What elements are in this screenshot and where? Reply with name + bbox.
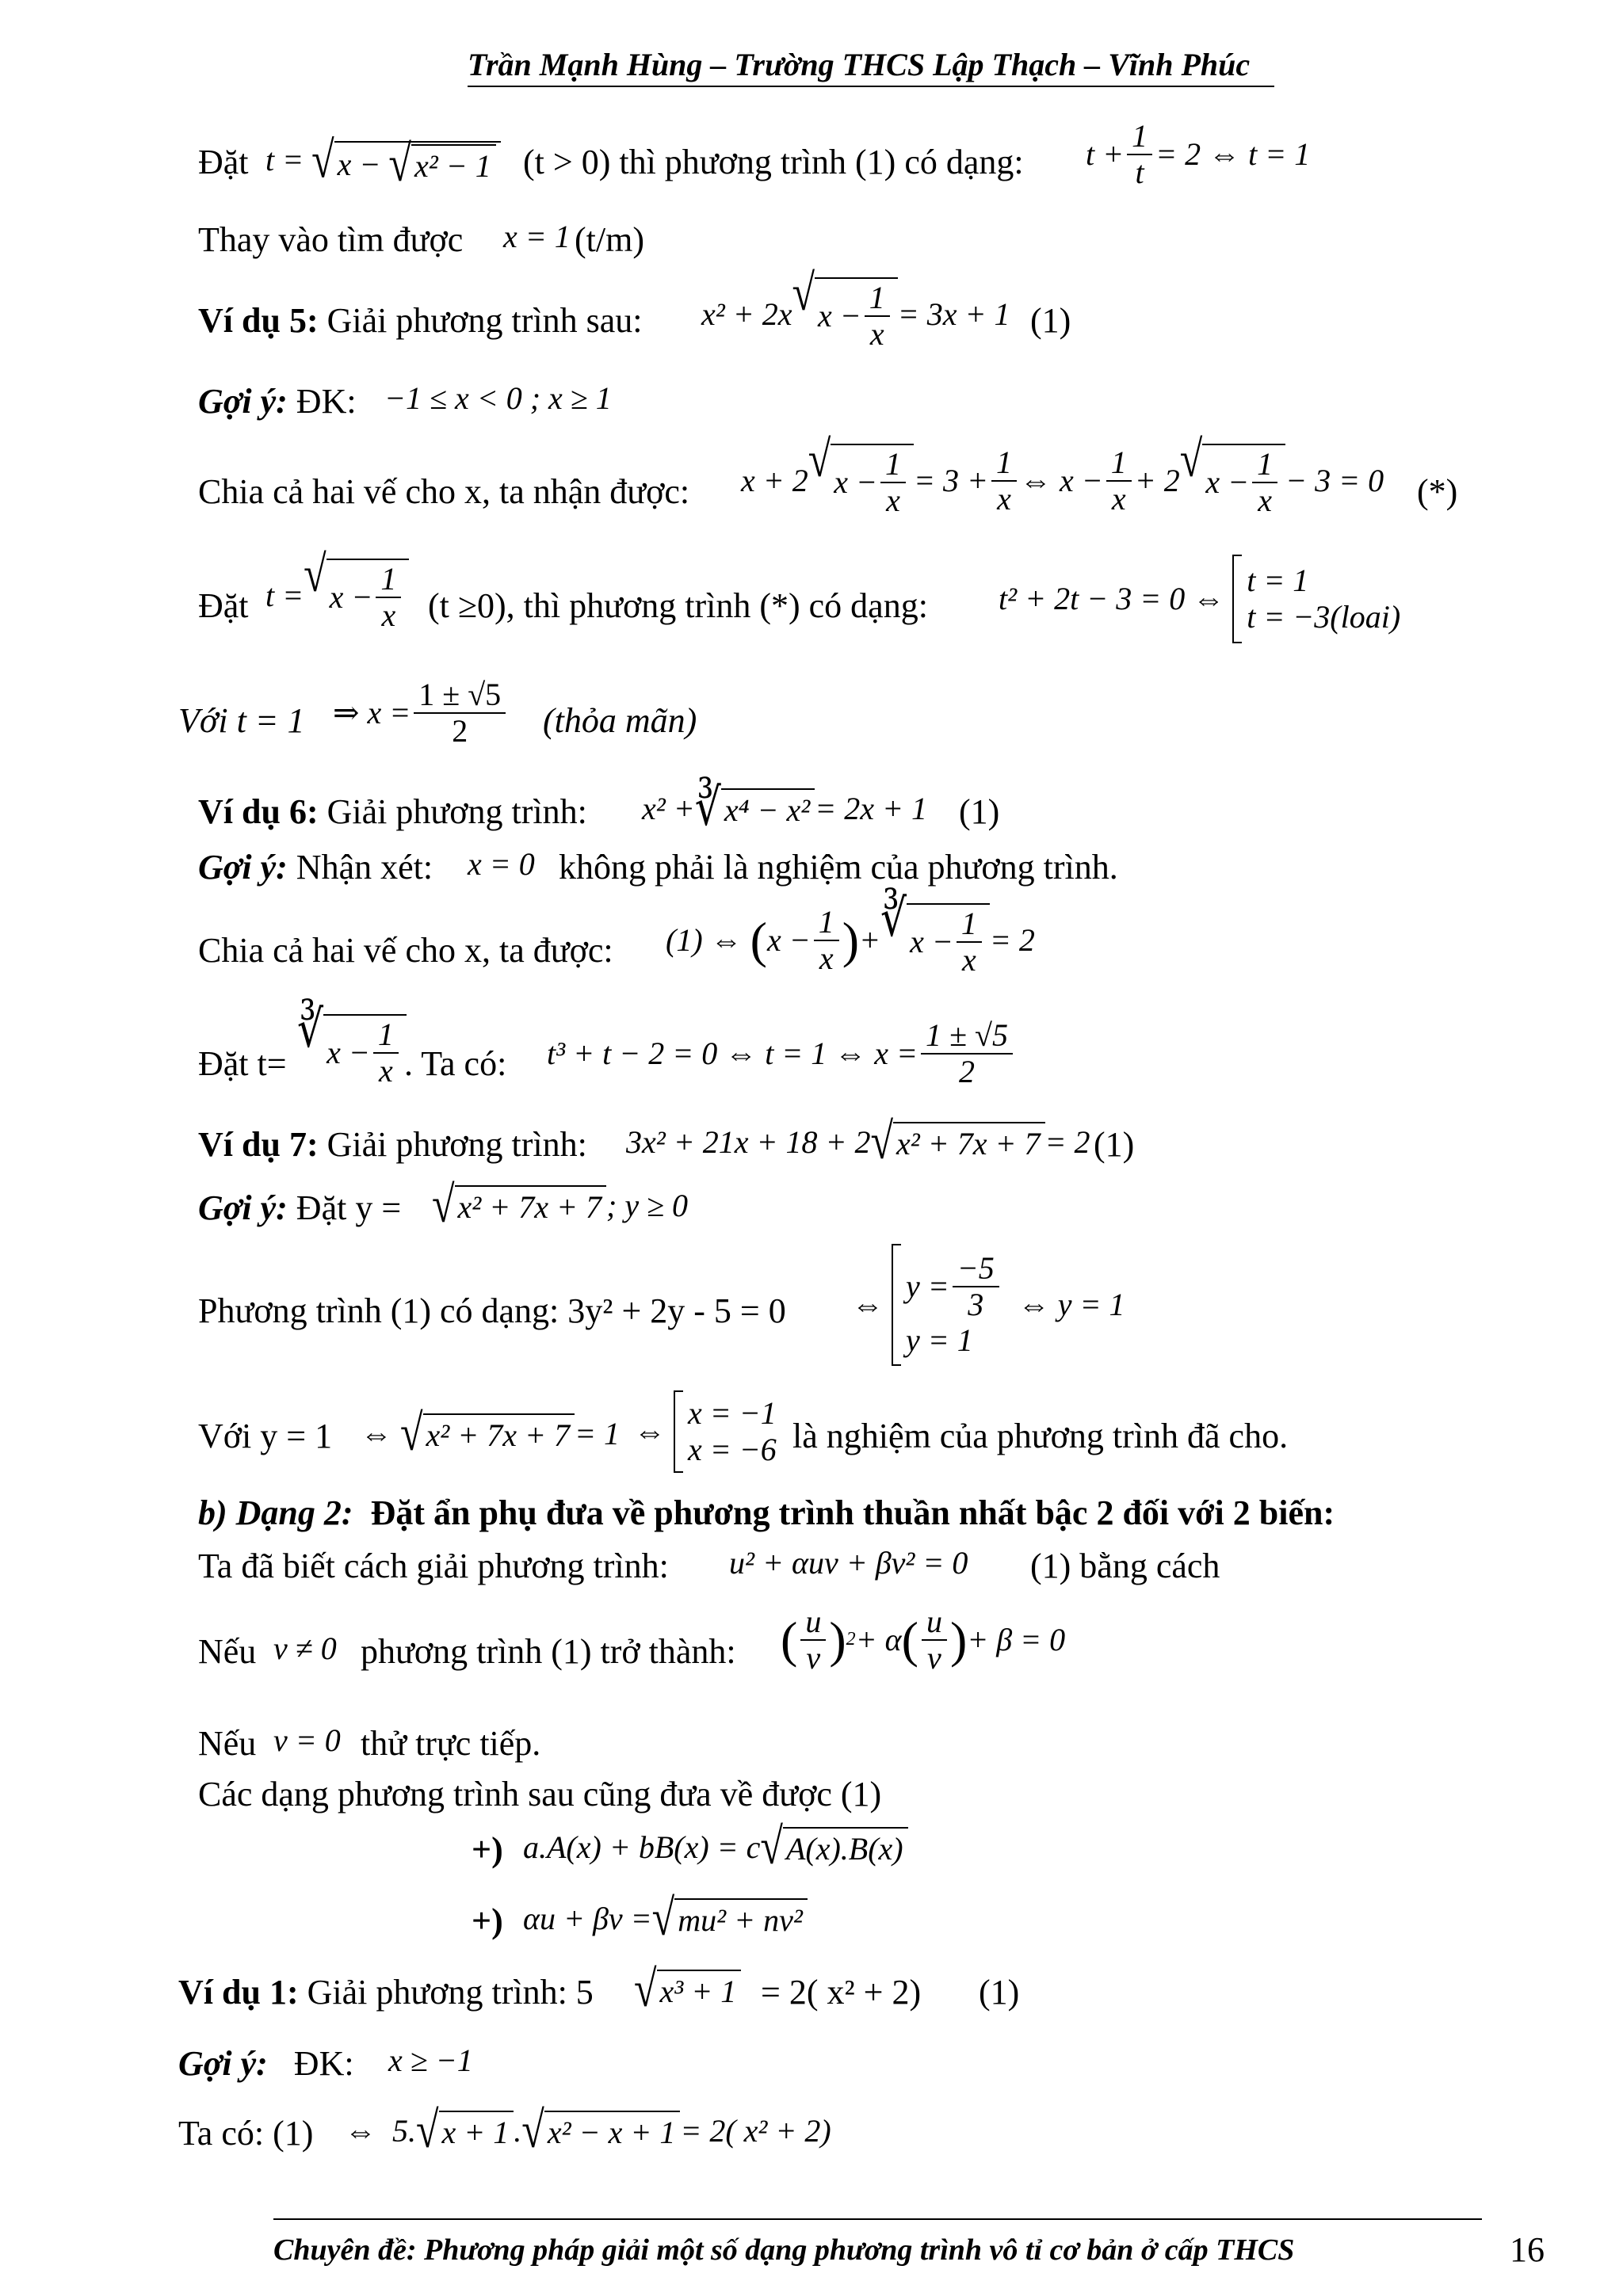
text-line: Ta đã biết cách giải phương trình:	[198, 1547, 669, 1585]
example-heading: Ví dụ 1: Giải phương trình: 5	[178, 1973, 594, 2012]
text-line: (1) bằng cách	[1030, 1547, 1220, 1585]
text-line: không phải là nghiệm của phương trình.	[559, 848, 1118, 887]
math-expression: t = √ x − $\frac{1}{x}$	[265, 559, 409, 633]
text-line: Nếu	[198, 1632, 257, 1671]
math-expression: v ≠ 0	[273, 1630, 337, 1666]
example-heading: Ví dụ 6: Giải phương trình:	[198, 792, 587, 831]
math-expression: (1) ⇔ ( x − $\frac{1}{x}$ ) + ∛ x − $\frac{1}{x}$ = 2	[666, 891, 1035, 978]
text-line: Ta có: (1)	[178, 2114, 314, 2153]
section-heading: b) Dạng 2: Đặt ẩn phụ đưa về phương trình thuần nhất bậc 2 đối với 2 biến:	[198, 1493, 1335, 1532]
math-expression: x + 2 √ x − $\frac{1}{x}$ = 3 + $\frac{1}{x}$ ⇔ x − $\frac{1}{x}$ + 2 √ x − $\frac{1}{x}$ − 3 = 0	[741, 431, 1384, 518]
math-expression: ⇔ y = $\frac{-5}{3}$ y = 1 ⇔ y = 1	[852, 1244, 1125, 1366]
bullet: +)	[472, 1830, 503, 1869]
math-expression: ⇔ √ x² + 7x + 7 = 1	[361, 1405, 621, 1462]
header-rule	[468, 86, 1274, 87]
text-line: Đặt	[198, 586, 249, 625]
text-line: Với y = 1	[198, 1417, 333, 1455]
text-line: (1)	[1030, 301, 1071, 340]
text-line: (t/m)	[575, 220, 644, 259]
text-line: Các dạng phương trình sau cũng đưa về được (1)	[198, 1775, 882, 1814]
math-expression: t + $\frac{1}{t}$ = 2 ⇔ t = 1	[1086, 118, 1311, 190]
math-expression: t² + 2t − 3 = 0 ⇔ t = 1 t = −3(loai)	[999, 555, 1400, 643]
text-line: Đặt	[198, 143, 249, 181]
text-line: (thỏa mãn)	[543, 701, 697, 740]
math-expression: ⇔ 5. √ x + 1 . √ x² − x + 1 = 2( x² + 2)	[345, 2102, 831, 2159]
text-line: . Ta có:	[404, 1044, 507, 1083]
text-line: là nghiệm của phương trình đã cho.	[792, 1417, 1289, 1455]
text-line: Đặt t=	[198, 1044, 287, 1083]
math-expression: a.A(x) + bB(x) = c √ A(x).B(x)	[523, 1827, 908, 1868]
math-expression: t = √ x − √ x² − 1	[265, 141, 501, 185]
math-expression: x = 1	[503, 219, 571, 254]
example-heading: Ví dụ 7: Giải phương trình:	[198, 1125, 587, 1164]
math-expression: x = 0	[468, 846, 535, 882]
footer-text: Chuyên đề: Phương pháp giải một số dạng phương trình vô tỉ cơ bản ở cấp THCS	[273, 2233, 1295, 2267]
hint-line: Gợi ý: Đặt y =	[198, 1188, 402, 1227]
math-expression: x² + 2x √ x − $\frac{1}{x}$ = 3x + 1	[701, 265, 1010, 352]
text-line: Phương trình (1) có dạng: 3y² + 2y - 5 = 0	[198, 1291, 786, 1330]
text-line: Nếu	[198, 1724, 257, 1763]
math-expression: v = 0	[273, 1722, 341, 1758]
page-number: 16	[1510, 2230, 1545, 2269]
text-line: Với t = 1	[178, 701, 305, 740]
footer-rule	[273, 2218, 1482, 2220]
text-line: (1)	[1094, 1125, 1135, 1164]
math-expression: √ x³ + 1	[634, 1970, 741, 2011]
text-line: (t > 0) thì phương trình (1) có dạng:	[523, 143, 1024, 181]
page-header: Trần Mạnh Hùng – Trường THCS Lập Thạch – Vĩnh Phúc	[468, 47, 1251, 82]
text-line: (1)	[979, 1973, 1020, 2012]
bullet: +)	[472, 1901, 503, 1940]
text-line: = 2( x² + 2)	[761, 1973, 922, 2012]
text-line: Thay vào tìm được	[198, 220, 464, 259]
math-expression: u² + αuv + βv² = 0	[729, 1545, 968, 1581]
math-expression: √ x² + 7x + 7 ; y ≥ 0	[432, 1177, 689, 1234]
math-expression: αu + βv = √ mu² + nv²	[523, 1898, 808, 1939]
text-line: (1)	[959, 792, 1000, 831]
hint-line: Gợi ý: ĐK:	[198, 382, 357, 421]
math-expression: x² + ∛ x⁴ − x² = 2x + 1	[642, 780, 928, 837]
text-line: (*)	[1417, 472, 1458, 511]
text-line: thử trực tiếp.	[361, 1724, 541, 1763]
math-expression: x ≥ −1	[388, 2042, 473, 2078]
hint-line: Gợi ý: ĐK:	[178, 2044, 354, 2083]
text-line: phương trình (1) trở thành:	[361, 1632, 736, 1671]
example-heading: Ví dụ 5: Giải phương trình sau:	[198, 301, 643, 340]
math-expression: ( $\frac{u}{v}$ ) 2 + α ( $\frac{u}{v}$ ) + β = 0	[781, 1604, 1066, 1676]
math-expression: ⇔ x = −1 x = −6	[634, 1390, 777, 1473]
math-expression: −1 ≤ x < 0 ; x ≥ 1	[384, 380, 612, 416]
hint-line: Gợi ý: Nhận xét:	[198, 848, 433, 887]
text-line: (t ≥0), thì phương trình (*) có dạng:	[428, 586, 928, 625]
math-expression: t³ + t − 2 = 0 ⇔ t = 1 ⇔ x = $\frac{1 \pm √5}{2}$	[547, 1018, 1016, 1089]
text-line: Chia cả hai vế cho x, ta nhận được:	[198, 472, 690, 511]
math-expression: ∛ x − $\frac{1}{x}$	[297, 1014, 407, 1089]
text-line: Chia cả hai vế cho x, ta được:	[198, 931, 613, 970]
math-expression: 3x² + 21x + 18 + 2 √ x² + 7x + 7 = 2	[626, 1113, 1090, 1170]
math-expression: ⇒ x = $\frac{1 \pm √5}{2}$	[333, 677, 509, 749]
